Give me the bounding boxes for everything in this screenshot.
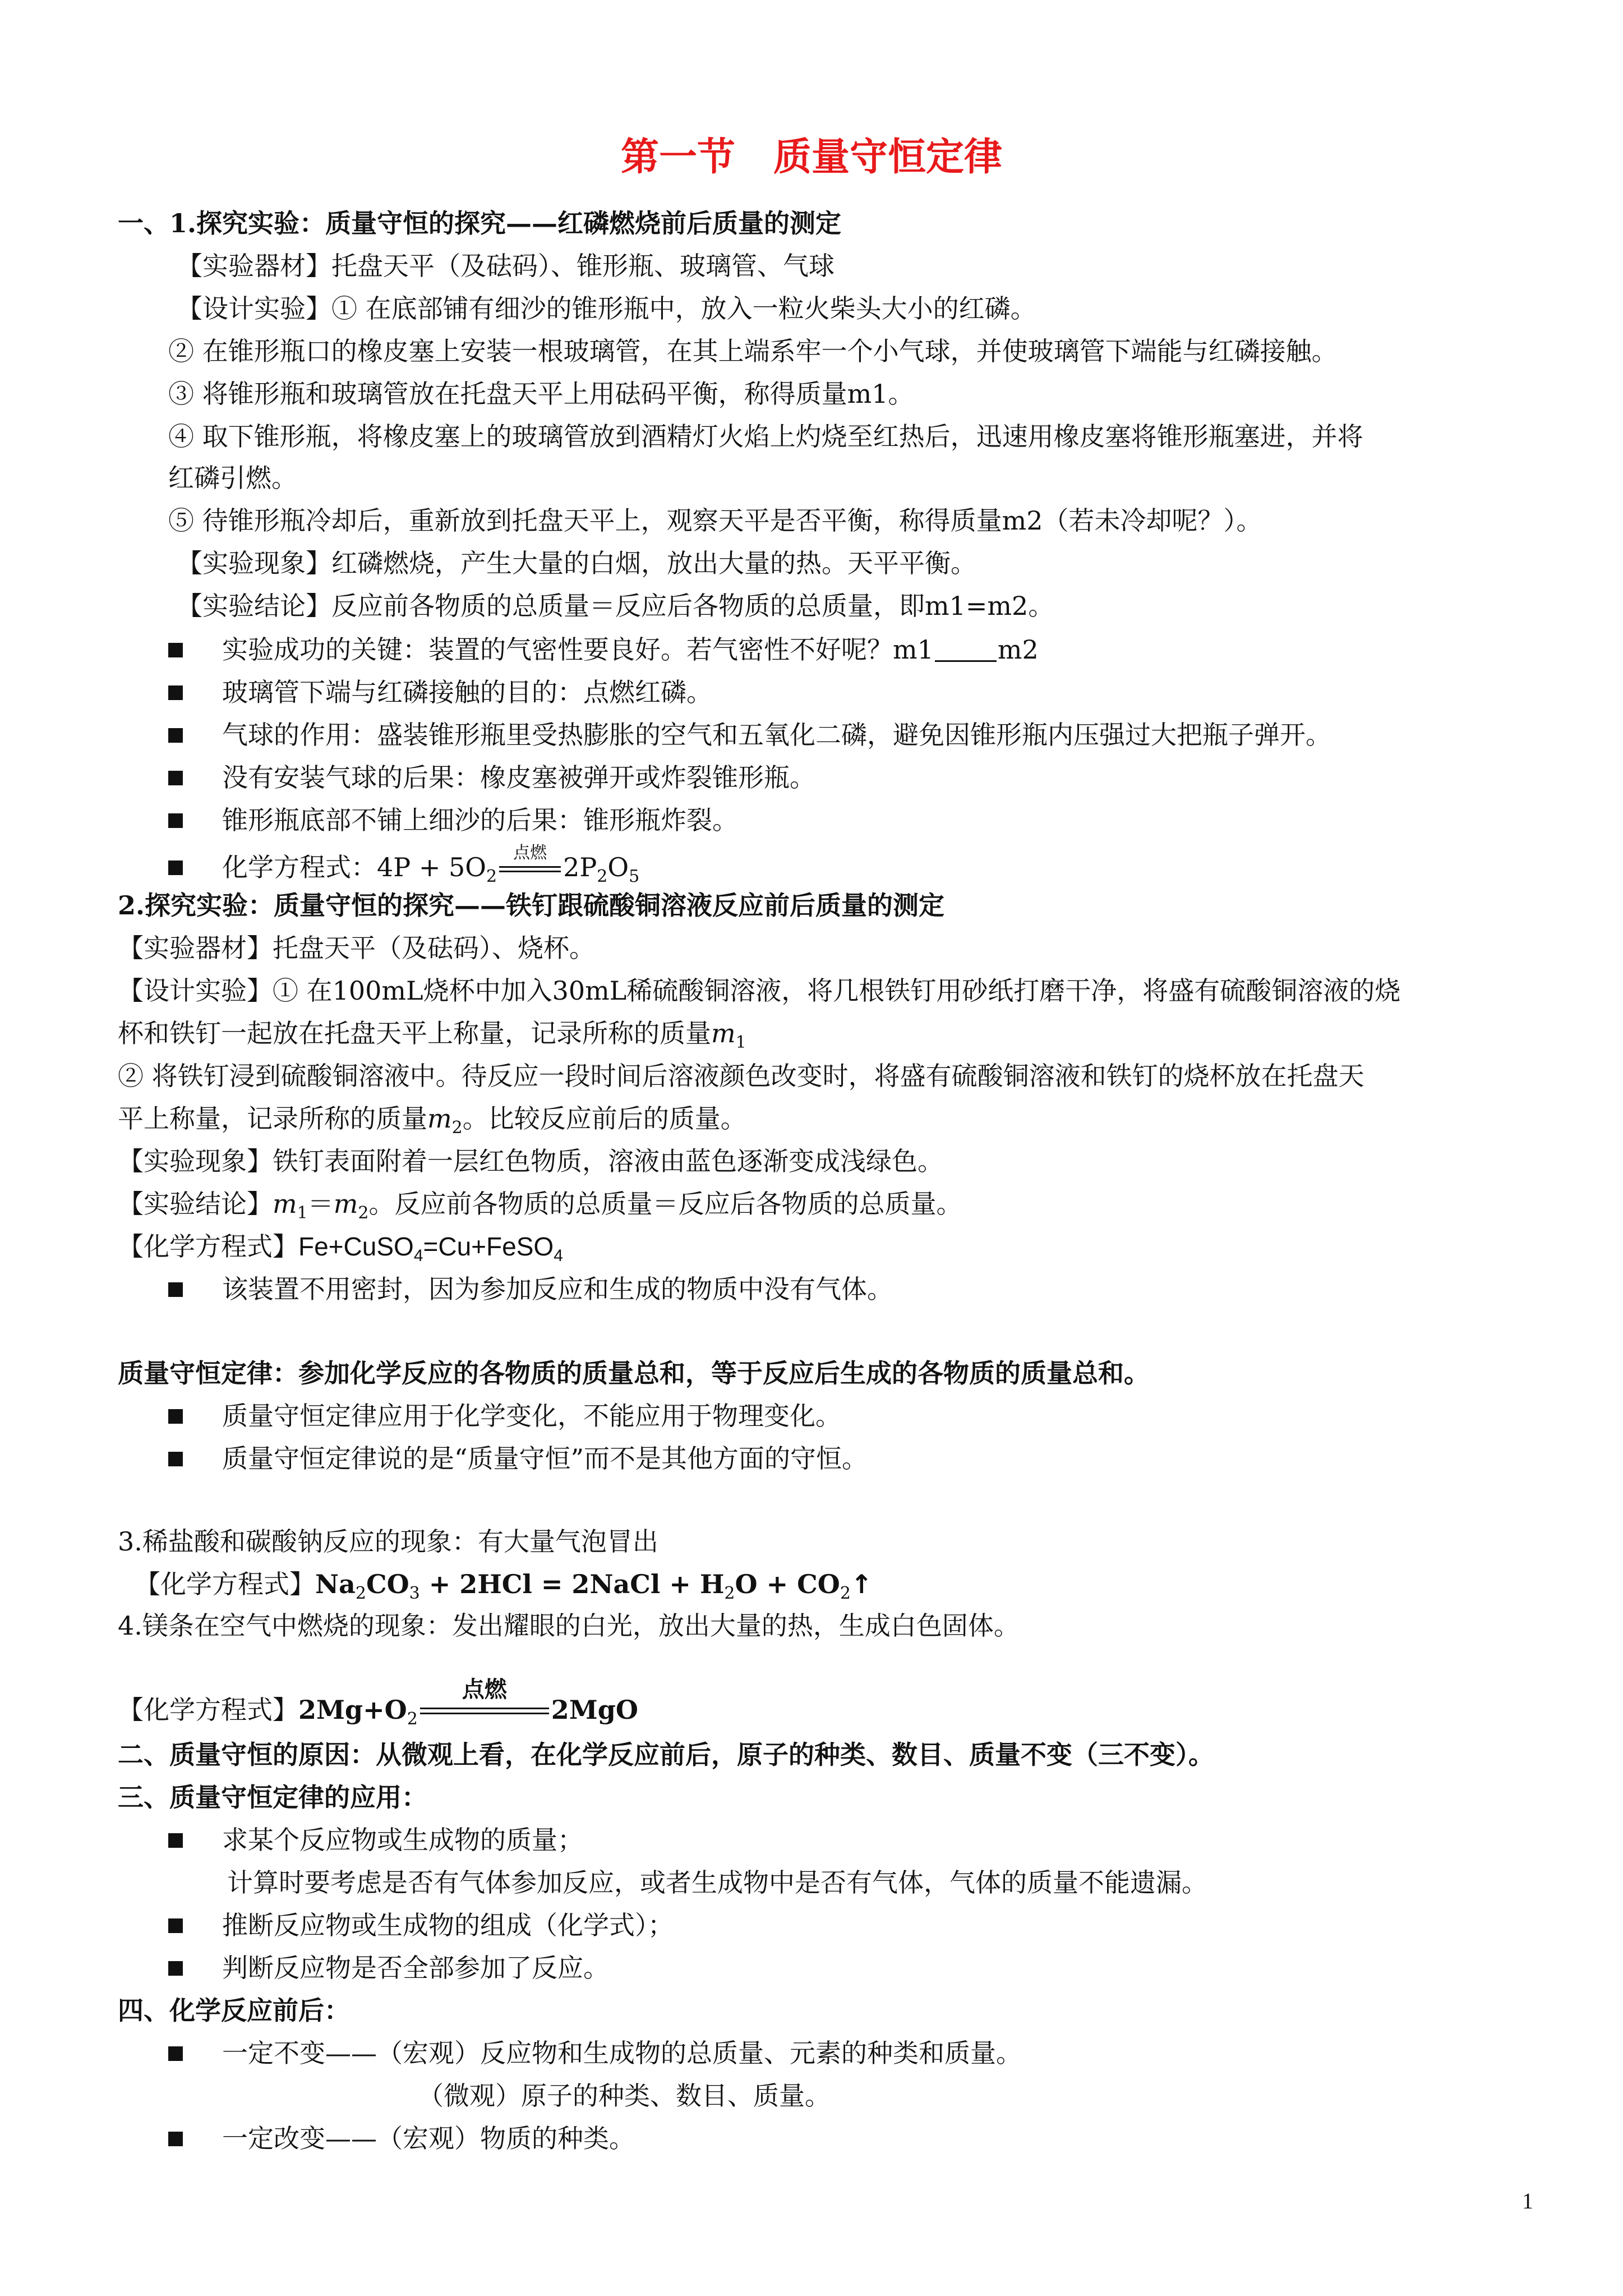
law-bullet-2: 质量守恒定律说的是“质量守恒”而不是其他方面的守恒。 bbox=[168, 1442, 1522, 1475]
s1-bullet-4: 没有安装气球的后果：橡皮塞被弹开或炸裂锥形瓶。 bbox=[168, 761, 1522, 794]
sec3-bullet-1-note: 计算时要考虑是否有气体参加反应，或者生成物中是否有气体，气体的质量不能遗漏。 bbox=[227, 1867, 1207, 1898]
sec4-bullet-1-note: （微观）原子的种类、数目、质量。 bbox=[418, 2081, 831, 2111]
s1-conclusion: 【实验结论】反应前各物质的总质量＝反应后各物质的总质量，即m1=m2。 bbox=[177, 591, 1054, 621]
section-three-heading: 三、质量守恒定律的应用： bbox=[118, 1782, 427, 1812]
s1-step5: ⑤ 待锥形瓶冷却后，重新放到托盘天平上，观察天平是否平衡，称得质量m2（若未冷却呢？）。 bbox=[168, 505, 1262, 536]
s2-design-a: 【设计实验】① 在100mL烧杯中加入30mL稀硫酸铜溶液，将几根铁钉用砂纸打磨干净，将盛有硫酸铜溶液的烧 bbox=[118, 976, 1401, 1006]
reaction-condition-arrow: 点燃 bbox=[499, 846, 561, 880]
fill-in-blank bbox=[935, 638, 997, 662]
s1-bullet-1: 实验成功的关键：装置的气密性要良好。若气密性不好呢？m1 m2 bbox=[168, 633, 1522, 666]
s1-phenomenon: 【实验现象】红磷燃烧，产生大量的白烟，放出大量的热。天平平衡。 bbox=[177, 548, 976, 578]
page-number: 1 bbox=[1522, 2188, 1533, 2214]
bullet-square-icon bbox=[168, 1961, 183, 1976]
s2-equation: 【化学方程式】Fe+CuSO$_4$=Cu+FeSO$_4$ bbox=[118, 1231, 563, 1265]
s1-bullet-5: 锥形瓶底部不铺上细沙的后果：锥形瓶炸裂。 bbox=[168, 803, 1522, 837]
s2-step2-b: 平上称量，记录所称的质量$m_2$。比较反应前后的质量。 bbox=[118, 1103, 746, 1138]
sec3-bullet-3: 判断反应物是否全部参加了反应。 bbox=[168, 1951, 1522, 1985]
sec4-bullet-2: 一定改变——（宏观）物质的种类。 bbox=[168, 2122, 1522, 2155]
law-bullet-1: 质量守恒定律应用于化学变化，不能应用于物理变化。 bbox=[168, 1399, 1522, 1433]
s3-text: 3.稀盐酸和碳酸钠反应的现象：有大量气泡冒出 bbox=[118, 1526, 658, 1557]
s2-phenomenon: 【实验现象】铁钉表面附着一层红色物质，溶液由蓝色逐渐变成浅绿色。 bbox=[118, 1146, 943, 1176]
s1-design: 【设计实验】① 在底部铺有细沙的锥形瓶中，放入一粒火柴头大小的红磷。 bbox=[177, 293, 1036, 324]
s4-equation: 【化学方程式】$2Mg+O_2$ 点燃 2MgO bbox=[118, 1676, 638, 1729]
s2-bullet: 该装置不用密封，因为参加反应和生成的物质中没有气体。 bbox=[168, 1272, 1522, 1306]
s1-bullet-2: 玻璃管下端与红磷接触的目的：点燃红磷。 bbox=[168, 675, 1522, 709]
s1-step2: ② 在锥形瓶口的橡皮塞上安装一根玻璃管，在其上端系牢一个小气球，并使玻璃管下端能与红磷接触。 bbox=[168, 336, 1338, 366]
section-four-heading: 四、化学反应前后： bbox=[118, 1995, 350, 2026]
law-statement: 质量守恒定律：参加化学反应的各物质的质量总和，等于反应后生成的各物质的质量总和。 bbox=[118, 1358, 1150, 1388]
section-2-heading: 2.探究实验：质量守恒的探究——铁钉跟硫酸铜溶液反应前后质量的测定 bbox=[118, 890, 945, 921]
s2-conclusion: 【实验结论】$m_1=m_2$。反应前各物质的总质量＝反应后各物质的总质量。 bbox=[118, 1189, 962, 1223]
bullet-square-icon bbox=[168, 813, 183, 828]
bullet-square-icon bbox=[168, 2132, 183, 2146]
sec3-bullet-2: 推断反应物或生成物的组成（化学式）； bbox=[168, 1908, 1522, 1942]
s1-step3: ③ 将锥形瓶和玻璃管放在托盘天平上用砝码平衡，称得质量m1。 bbox=[168, 379, 914, 409]
s1-equation: 化学方程式：$4P + 5O_2$ 点燃 $2P_2O_5$ bbox=[168, 846, 1522, 884]
bullet-square-icon bbox=[168, 2046, 183, 2061]
s1-materials: 【实验器材】托盘天平（及砝码）、锥形瓶、玻璃管、气球 bbox=[177, 251, 834, 281]
s1-step4a: ④ 取下锥形瓶，将橡皮塞上的玻璃管放到酒精灯火焰上灼烧至红热后，迅速用橡皮塞将锥形瓶塞进，并将 bbox=[168, 421, 1363, 452]
bullet-square-icon bbox=[168, 643, 183, 657]
s2-design-b: 杯和铁钉一起放在托盘天平上称量，记录所称的质量$m_1$ bbox=[118, 1018, 746, 1052]
bullet-square-icon bbox=[168, 685, 183, 700]
bullet-square-icon bbox=[168, 1452, 183, 1466]
section-two: 二、质量守恒的原因：从微观上看，在化学反应前后，原子的种类、数目、质量不变（三不变）。 bbox=[118, 1740, 1214, 1770]
sec4-bullet-1: 一定不变——（宏观）反应物和生成物的总质量、元素的种类和质量。 bbox=[168, 2036, 1522, 2070]
bullet-square-icon bbox=[168, 1409, 183, 1424]
sec3-bullet-1: 求某个反应物或生成物的质量； bbox=[168, 1823, 1522, 1857]
gas-arrow-icon: ↑ bbox=[850, 1569, 873, 1599]
s1-step4b: 红磷引燃。 bbox=[168, 463, 297, 493]
section-1-heading: 一、1.探究实验：质量守恒的探究——红磷燃烧前后质量的测定 bbox=[118, 208, 842, 238]
s3-equation: 【化学方程式】$Na_2CO_3 + 2HCl$ = 2NaCl + $H_2O$ + $CO_2↑$ bbox=[135, 1569, 873, 1603]
reaction-condition-arrow: 点燃 bbox=[420, 1688, 549, 1722]
s1-bullet-3: 气球的作用：盛装锥形瓶里受热膨胀的空气和五氧化二磷，避免因锥形瓶内压强过大把瓶子弹开。 bbox=[168, 718, 1522, 752]
bullet-square-icon bbox=[168, 771, 183, 785]
bullet-square-icon bbox=[168, 1833, 183, 1848]
bullet-square-icon bbox=[168, 1918, 183, 1933]
s4-text: 4.镁条在空气中燃烧的现象：发出耀眼的白光，放出大量的热，生成白色固体。 bbox=[118, 1611, 1020, 1641]
s2-step2-a: ② 将铁钉浸到硫酸铜溶液中。待反应一段时间后溶液颜色改变时，将盛有硫酸铜溶液和铁钉的烧杯放在托盘天 bbox=[118, 1061, 1364, 1091]
page-title: 第一节 质量守恒定律 bbox=[620, 135, 1002, 180]
bullet-square-icon bbox=[168, 728, 183, 743]
bullet-square-icon bbox=[168, 861, 183, 875]
bullet-square-icon bbox=[168, 1282, 183, 1297]
s2-materials: 【实验器材】托盘天平（及砝码）、烧杯。 bbox=[118, 933, 595, 963]
